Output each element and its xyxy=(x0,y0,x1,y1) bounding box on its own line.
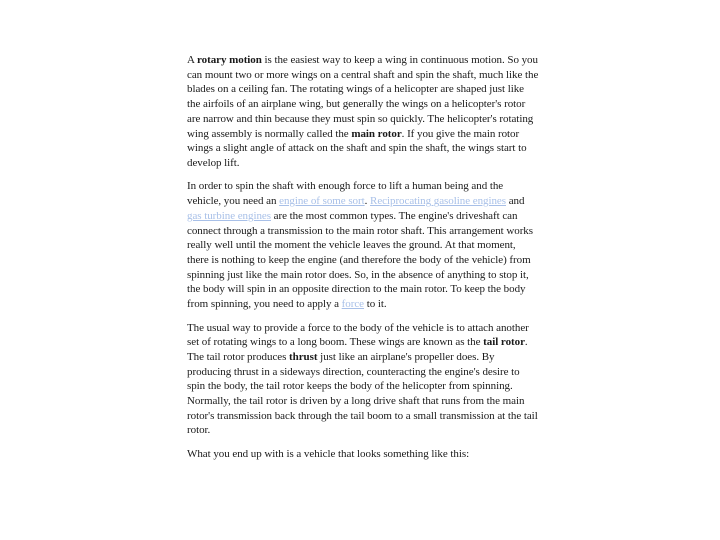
article-body xyxy=(187,53,539,470)
text-run: is the easiest way to keep a wing in continuous motion. So you can mount two or more wings on a central shaft and spin the shaft, much like the blades on a ceiling fan. The rotating wings of a helicopter are shaped just like the airfoils of an airplane wing, but generally the wings on a helicopter's rotor are narrow and thin because they must spin so quickly. The helicopter's rotating wing assembly is normally called the xyxy=(187,54,539,140)
text-run: . xyxy=(364,195,371,208)
text-run: . The tail rotor produces xyxy=(187,336,528,363)
link-force[interactable]: force xyxy=(341,298,365,311)
text-run: The usual way to provide a force to the body of the vehicle is to attach another set of rotating wings to a long boom. These wings are known as the xyxy=(187,321,529,349)
term-tail-rotor: tail rotor xyxy=(483,336,525,349)
link-gas-turbine-engines[interactable]: gas turbine engines xyxy=(187,209,271,222)
text-run: In order to spin the shaft with enough force to lift a human being and the vehicle, you need an xyxy=(187,180,504,208)
paragraph-rotary-motion xyxy=(187,53,539,171)
link-engine-of-some-sort[interactable]: engine of some sort xyxy=(279,195,365,208)
paragraph-conclusion xyxy=(187,447,539,462)
term-main-rotor: main rotor xyxy=(351,127,402,140)
text-run: to it. xyxy=(364,298,387,311)
link-reciprocating-gasoline-engines[interactable]: Reciprocating gasoline engines xyxy=(370,195,506,208)
term-thrust: thrust xyxy=(289,350,318,363)
paragraph-tail-rotor xyxy=(187,321,539,439)
text-run: A xyxy=(187,54,197,66)
text-run: and xyxy=(506,195,525,208)
term-rotary-motion: rotary motion xyxy=(197,54,262,66)
text-run: . If you give the main rotor wings a slight angle of attack on the shaft and spin the shaft, the wings start to develop lift. xyxy=(187,127,527,169)
text-run: just like an airplane's propeller does. By producing thrust in a sideways direction, counteracting the engine's desire to spin the body, the tail rotor keeps the body of the helicopter from spinning. Normally, the tail rotor is driven by a long drive shaft that runs from the main rotor's transmission back through the tail boom to a small transmission at the tail rotor. xyxy=(187,350,538,437)
text-run: are the most common types. The engine's driveshaft can connect through a transmission to the main rotor shaft. This arrangement works really well until the moment the vehicle leaves the ground. At that moment, there is nothing to keep the engine (and therefore the body of the vehicle) from spinning just like the main rotor does. So, in the absence of anything to stop it, the body will spin in an opposite direction to the main rotor. To keep the body from spinning, you need to apply a xyxy=(187,209,533,311)
paragraph-engine xyxy=(187,179,539,311)
text-run: What you end up with is a vehicle that looks something like this: xyxy=(187,447,470,460)
